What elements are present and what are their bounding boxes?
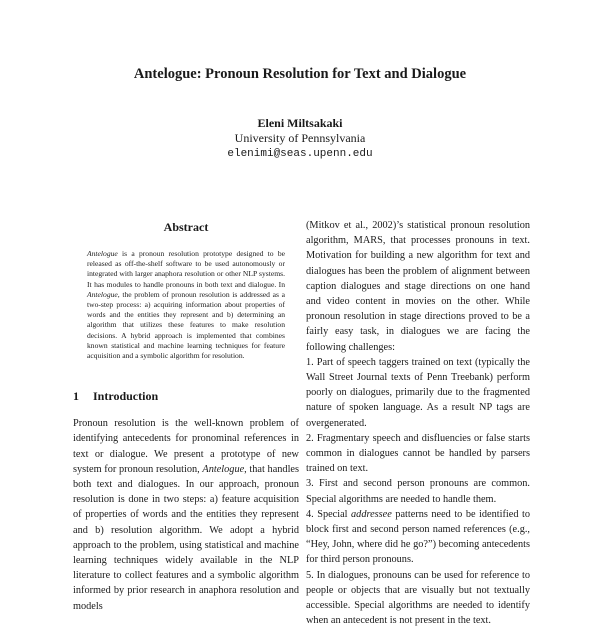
author-affiliation: University of Pennsylvania <box>234 131 366 145</box>
abstract-text-part: , the problem of pronoun resolution is addressed as a two-step process: a) acquiring information about properties of words and the entities they represent and b) determining an algorithm that utilizes these features to make resolution decisions. A hybrid approach is implemented that combines known statistical and machine learning techniques for feature acquisition and a symbolic algorithm for resolution. <box>87 289 285 361</box>
challenge-item: 2. Fragmentary speech and disfluencies or false starts common in dialogues cannot be handled by parsers trained on text. <box>306 432 530 475</box>
challenge-text-part: 4. Special <box>306 508 352 520</box>
challenge-item: 3. First and second person pronouns are common. Special algorithms are needed to handle them. <box>306 478 530 505</box>
intro-paragraph <box>73 416 299 614</box>
author-block <box>0 116 600 162</box>
abstract-heading: Abstract <box>163 220 209 234</box>
challenge-text-part: patterns need to be identified to block first and second person named references (e.g., “Hey, John, where did he go?”) becoming antecedents for third person pronouns. <box>306 508 530 566</box>
author-email: elenimi@seas.upenn.edu <box>227 148 373 160</box>
left-column <box>73 220 299 614</box>
abstract-system-name: Antelogue <box>87 289 118 299</box>
challenge-item <box>306 507 530 568</box>
intro-text-part: Pronoun resolution is the well-known problem of identifying antecedents for pronominal references in text or dialogue. We present a prototype of new system for pronoun resolution, <box>73 418 299 475</box>
challenge-item: 5. In dialogues, pronouns can be used for reference to people or objects that are visually but not textually accessible. Special algorithms are needed to identify when an antecedent is not present in the text. <box>306 569 530 627</box>
continuation-paragraph: (Mitkov et al., 2002)’s statistical pronoun resolution algorithm, MARS, that processes pronouns in text. Motivation for building a new algorithm for text and dialogues has been the problem of alignment between caption dialogues and stage directions on one hand and video content in movies on the other. While pronoun resolution in stage directions proved to be a fairly easy task, in dialogues we are facing the following challenges: <box>306 220 530 353</box>
challenge-italic-term: addressee <box>351 508 392 520</box>
abstract-system-name: Antelogue <box>87 249 118 258</box>
section-title: Introduction <box>93 389 159 404</box>
challenge-item: 1. Part of speech taggers trained on text (typically the Wall Street Journal texts of Penn Treebank) perform poorly on dialogues, primarily due to the fragmented nature of spoken language. As a result NP tags are overgenerated. <box>306 356 530 429</box>
section-number: 1 <box>73 389 79 404</box>
abstract-text <box>87 249 285 361</box>
intro-system-name: Antelogue <box>202 463 245 475</box>
abstract-text-part: is a pronoun resolution prototype designed to be released as off-the-shelf software to be used autonomously or integrated with larger anaphora resolution or other NLP systems. It has modules to handle pronouns in both text and dialogue. In <box>87 249 285 289</box>
paper-title: Antelogue: Pronoun Resolution for Text and Dialogue <box>133 66 467 82</box>
intro-text-part: , that handles both text and dialogues. In our approach, pronoun resolution is done in two steps: a) feature acquisition of properties of words and the entities they represent and b) resolution algorithm. We adopt a hybrid approach to the problem, using statistical and machine learning techniques widely available in the NLP literature to collect features and a symbolic algorithm informed by prior research in anaphora resolution and models <box>73 463 300 612</box>
section-heading-introduction <box>73 389 299 404</box>
author-name: Eleni Miltsakaki <box>257 116 343 130</box>
right-column <box>306 218 530 628</box>
